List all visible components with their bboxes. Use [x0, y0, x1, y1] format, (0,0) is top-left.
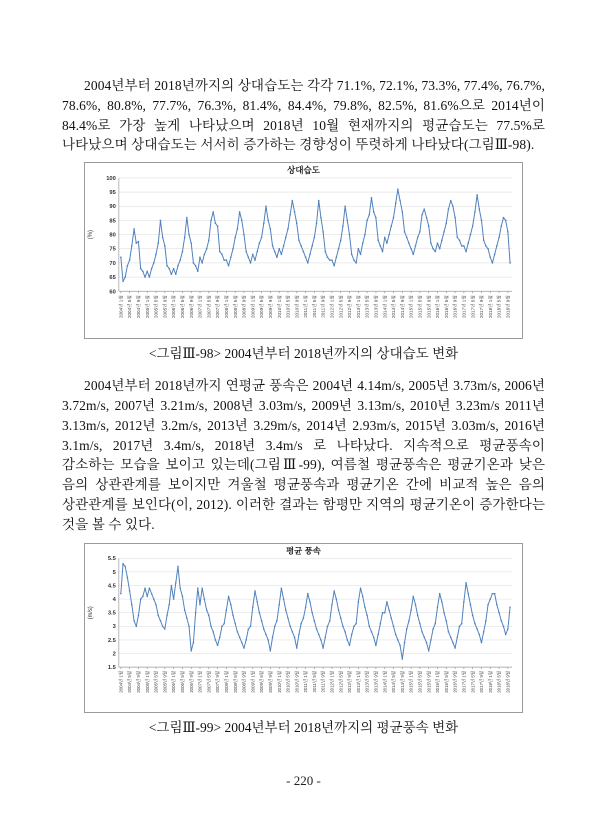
svg-text:2004년 5월: 2004년 5월 [127, 670, 133, 693]
svg-text:2004년 1월: 2004년 1월 [118, 295, 124, 319]
paragraph-relative-humidity: 2004년부터 2018년까지의 상대습도는 각각 71.1%, 72.1%, 73.3%, 77.4%, 76.7%, 78.6%, 80.8%, 77.7%, 76.3%, 81.4%, 84.4%, 79.8%, 82.5%, 81.6%으로 2014년이 84.4%로 가장 높게 나타났으며 2018년 10월 현재까지의 평균습도는 77.5%로 나타났으며 상대습도는 서서히 증가하는 경향성이 뚜렷하게 나타났다(그림Ⅲ-98). [62, 78, 545, 153]
svg-text:95: 95 [109, 190, 116, 197]
svg-text:2011년 5월: 2011년 5월 [311, 295, 317, 318]
paragraph-wind-speed: 2004년부터 2018년까지 연평균 풍속은 2004년 4.14m/s, 2005년 3.73m/s, 2006년 3.72m/s, 2007년 3.21m/s, 2008년 3.03m/s, 2009년 3.13m/s, 2010년 3.23m/s 2011년 3.13m/s, 2012년 3.2m/s, 2013년 3.29m/s, 2014년 2.93m/s, 2015년 3.03m/s, 2016년 3.1m/s, 2017년 3.4m/s, 2018년 3.4m/s 로 나타났다. 지속적으로 평균풍속이 감소하는 모습을 보이고 있는데(그림Ⅲ-99), 여름철 평균풍속은 평균기온과 낮은 음의 상관관계를 보이지만 겨울철 평균풍속과 평균기온 간에 비교적 높은 음의 상관관계를 보인다(이, 2012). 이러한 결과는 함평만 지역의 평균기온이 증가한다는 것을 볼 수 있다. [62, 378, 545, 532]
svg-text:(%): (%) [87, 230, 94, 240]
svg-text:2010년 5월: 2010년 5월 [285, 295, 291, 319]
svg-text:2011년 5월: 2011년 5월 [311, 670, 317, 693]
svg-text:75: 75 [109, 246, 116, 253]
svg-text:65: 65 [109, 275, 116, 282]
svg-text:2007년 1월: 2007년 1월 [197, 670, 203, 693]
svg-text:2014년 5월: 2014년 5월 [391, 670, 397, 693]
svg-text:2014년 9월: 2014년 9월 [399, 295, 405, 319]
svg-text:2017년 9월: 2017년 9월 [479, 295, 485, 319]
svg-text:2009년 5월: 2009년 5월 [259, 295, 265, 319]
figure-humidity-chart-frame [84, 162, 523, 339]
svg-text:2009년 1월: 2009년 1월 [250, 295, 256, 319]
svg-text:상대습도: 상대습도 [287, 165, 320, 176]
svg-text:2012년 9월: 2012년 9월 [347, 670, 353, 693]
svg-text:80: 80 [109, 232, 116, 239]
svg-text:2005년 1월: 2005년 1월 [144, 670, 150, 693]
svg-text:2006년 1월: 2006년 1월 [171, 670, 177, 693]
svg-text:2009년 9월: 2009년 9월 [267, 670, 273, 693]
svg-text:2013년 5월: 2013년 5월 [364, 295, 370, 319]
svg-text:2005년 1월: 2005년 1월 [144, 295, 150, 319]
svg-text:2012년 9월: 2012년 9월 [347, 295, 353, 319]
svg-text:2010년 1월: 2010년 1월 [276, 670, 282, 693]
svg-text:1.5: 1.5 [107, 664, 116, 671]
svg-text:2008년 9월: 2008년 9월 [241, 295, 247, 319]
svg-text:2018년 1월: 2018년 1월 [487, 670, 493, 693]
svg-text:2012년 1월: 2012년 1월 [329, 295, 335, 319]
svg-text:2006년 5월: 2006년 5월 [179, 295, 186, 319]
svg-text:2014년 1월: 2014년 1월 [382, 295, 388, 319]
svg-text:2012년 5월: 2012년 5월 [338, 295, 344, 319]
svg-text:2017년 5월: 2017년 5월 [470, 670, 476, 693]
svg-text:2013년 9월: 2013년 9월 [373, 295, 379, 319]
svg-text:2016년 9월: 2016년 9월 [452, 295, 458, 319]
svg-text:2006년 9월: 2006년 9월 [188, 670, 194, 693]
svg-text:4: 4 [112, 596, 116, 603]
svg-text:2011년 9월: 2011년 9월 [320, 670, 326, 693]
svg-text:2004년 1월: 2004년 1월 [118, 670, 124, 693]
svg-text:5: 5 [112, 569, 116, 576]
svg-text:3.5: 3.5 [107, 610, 116, 617]
svg-text:2012년 1월: 2012년 1월 [329, 670, 335, 693]
svg-text:60: 60 [109, 289, 116, 296]
svg-text:2008년 1월: 2008년 1월 [223, 295, 229, 319]
svg-text:2006년 1월: 2006년 1월 [171, 295, 177, 319]
svg-text:2009년 1월: 2009년 1월 [250, 670, 256, 693]
svg-text:2018년 9월: 2018년 9월 [505, 670, 511, 693]
svg-text:4.5: 4.5 [107, 583, 116, 589]
svg-text:3: 3 [112, 623, 116, 630]
svg-text:2013년 1월: 2013년 1월 [355, 670, 361, 693]
svg-text:2014년 5월: 2014년 5월 [391, 295, 397, 319]
svg-text:2017년 1월: 2017년 1월 [461, 295, 467, 319]
svg-text:70: 70 [109, 261, 116, 268]
svg-text:2008년 9월: 2008년 9월 [241, 670, 247, 693]
figure-wind-chart-frame [84, 543, 523, 713]
svg-text:2018년 5월: 2018년 5월 [496, 295, 502, 319]
svg-text:평균 풍속: 평균 풍속 [286, 546, 321, 556]
svg-text:2007년 9월: 2007년 9월 [215, 670, 221, 693]
svg-text:2015년 1월: 2015년 1월 [408, 670, 414, 693]
svg-text:2007년 1월: 2007년 1월 [197, 295, 203, 319]
svg-text:2014년 9월: 2014년 9월 [399, 670, 405, 693]
wind-speed-line-chart [85, 544, 522, 712]
svg-text:2018년 5월: 2018년 5월 [496, 670, 502, 693]
svg-text:2007년 5월: 2007년 5월 [206, 295, 212, 319]
svg-text:2014년 1월: 2014년 1월 [382, 670, 388, 693]
svg-text:2006년 5월: 2006년 5월 [179, 670, 186, 693]
svg-text:2008년 5월: 2008년 5월 [232, 295, 238, 319]
svg-text:2011년 1월: 2011년 1월 [303, 295, 309, 318]
svg-text:85: 85 [109, 218, 116, 225]
svg-text:2011년 9월: 2011년 9월 [320, 295, 326, 318]
svg-text:2005년 5월: 2005년 5월 [153, 670, 159, 693]
svg-text:2017년 5월: 2017년 5월 [470, 295, 476, 319]
figure-98-caption: <그림Ⅲ-98> 2004년부터 2018년까지의 상대습도 변화 [148, 346, 459, 362]
svg-text:2: 2 [112, 651, 116, 657]
svg-text:2013년 1월: 2013년 1월 [355, 295, 361, 319]
humidity-line-chart [85, 163, 522, 338]
svg-text:2017년 9월: 2017년 9월 [478, 670, 485, 693]
svg-text:2015년 9월: 2015년 9월 [426, 295, 432, 319]
svg-text:2015년 9월: 2015년 9월 [426, 670, 432, 693]
figure-99-caption: <그림Ⅲ-99> 2004년부터 2018년까지의 평균풍속 변화 [148, 719, 459, 735]
svg-text:2005년 5월: 2005년 5월 [153, 295, 159, 319]
svg-text:2009년 9월: 2009년 9월 [267, 295, 273, 319]
svg-text:2010년 1월: 2010년 1월 [276, 295, 282, 319]
svg-text:2010년 9월: 2010년 9월 [294, 295, 300, 319]
svg-text:2016년 9월: 2016년 9월 [452, 670, 458, 693]
svg-text:2016년 1월: 2016년 1월 [434, 670, 441, 693]
svg-text:2018년 9월: 2018년 9월 [505, 295, 511, 319]
svg-text:2007년 9월: 2007년 9월 [215, 295, 221, 319]
svg-text:2015년 1월: 2015년 1월 [408, 295, 414, 319]
svg-text:2015년 5월: 2015년 5월 [417, 295, 423, 319]
svg-text:2004년 9월: 2004년 9월 [136, 295, 142, 319]
svg-text:100: 100 [106, 176, 116, 183]
svg-text:2013년 5월: 2013년 5월 [364, 670, 370, 693]
svg-text:2011년 1월: 2011년 1월 [303, 670, 309, 693]
svg-text:2004년 5월: 2004년 5월 [127, 295, 133, 319]
svg-text:2005년 9월: 2005년 9월 [162, 670, 168, 693]
svg-text:2018년 1월: 2018년 1월 [487, 295, 493, 319]
svg-text:2008년 5월: 2008년 5월 [232, 670, 238, 693]
svg-text:2017년 1월: 2017년 1월 [461, 670, 467, 693]
svg-text:2010년 5월: 2010년 5월 [285, 670, 291, 693]
svg-text:(m/s): (m/s) [87, 605, 95, 619]
svg-text:2016년 5월: 2016년 5월 [443, 670, 449, 693]
svg-text:5.5: 5.5 [107, 555, 116, 562]
svg-text:2015년 5월: 2015년 5월 [417, 670, 423, 693]
svg-text:2008년 1월: 2008년 1월 [223, 670, 230, 693]
svg-text:2016년 1월: 2016년 1월 [435, 295, 441, 319]
svg-text:2006년 9월: 2006년 9월 [188, 295, 194, 319]
svg-text:2004년 9월: 2004년 9월 [135, 670, 142, 693]
svg-text:2013년 9월: 2013년 9월 [373, 670, 379, 693]
svg-text:90: 90 [109, 204, 116, 211]
svg-text:2007년 5월: 2007년 5월 [206, 670, 212, 693]
svg-text:2.5: 2.5 [107, 637, 116, 644]
page-number: - 220 - [286, 773, 321, 788]
svg-text:2010년 9월: 2010년 9월 [294, 670, 300, 693]
svg-text:2012년 5월: 2012년 5월 [338, 670, 344, 693]
svg-text:2005년 9월: 2005년 9월 [162, 295, 168, 319]
svg-text:2009년 5월: 2009년 5월 [259, 670, 265, 693]
svg-text:2016년 5월: 2016년 5월 [443, 295, 449, 319]
